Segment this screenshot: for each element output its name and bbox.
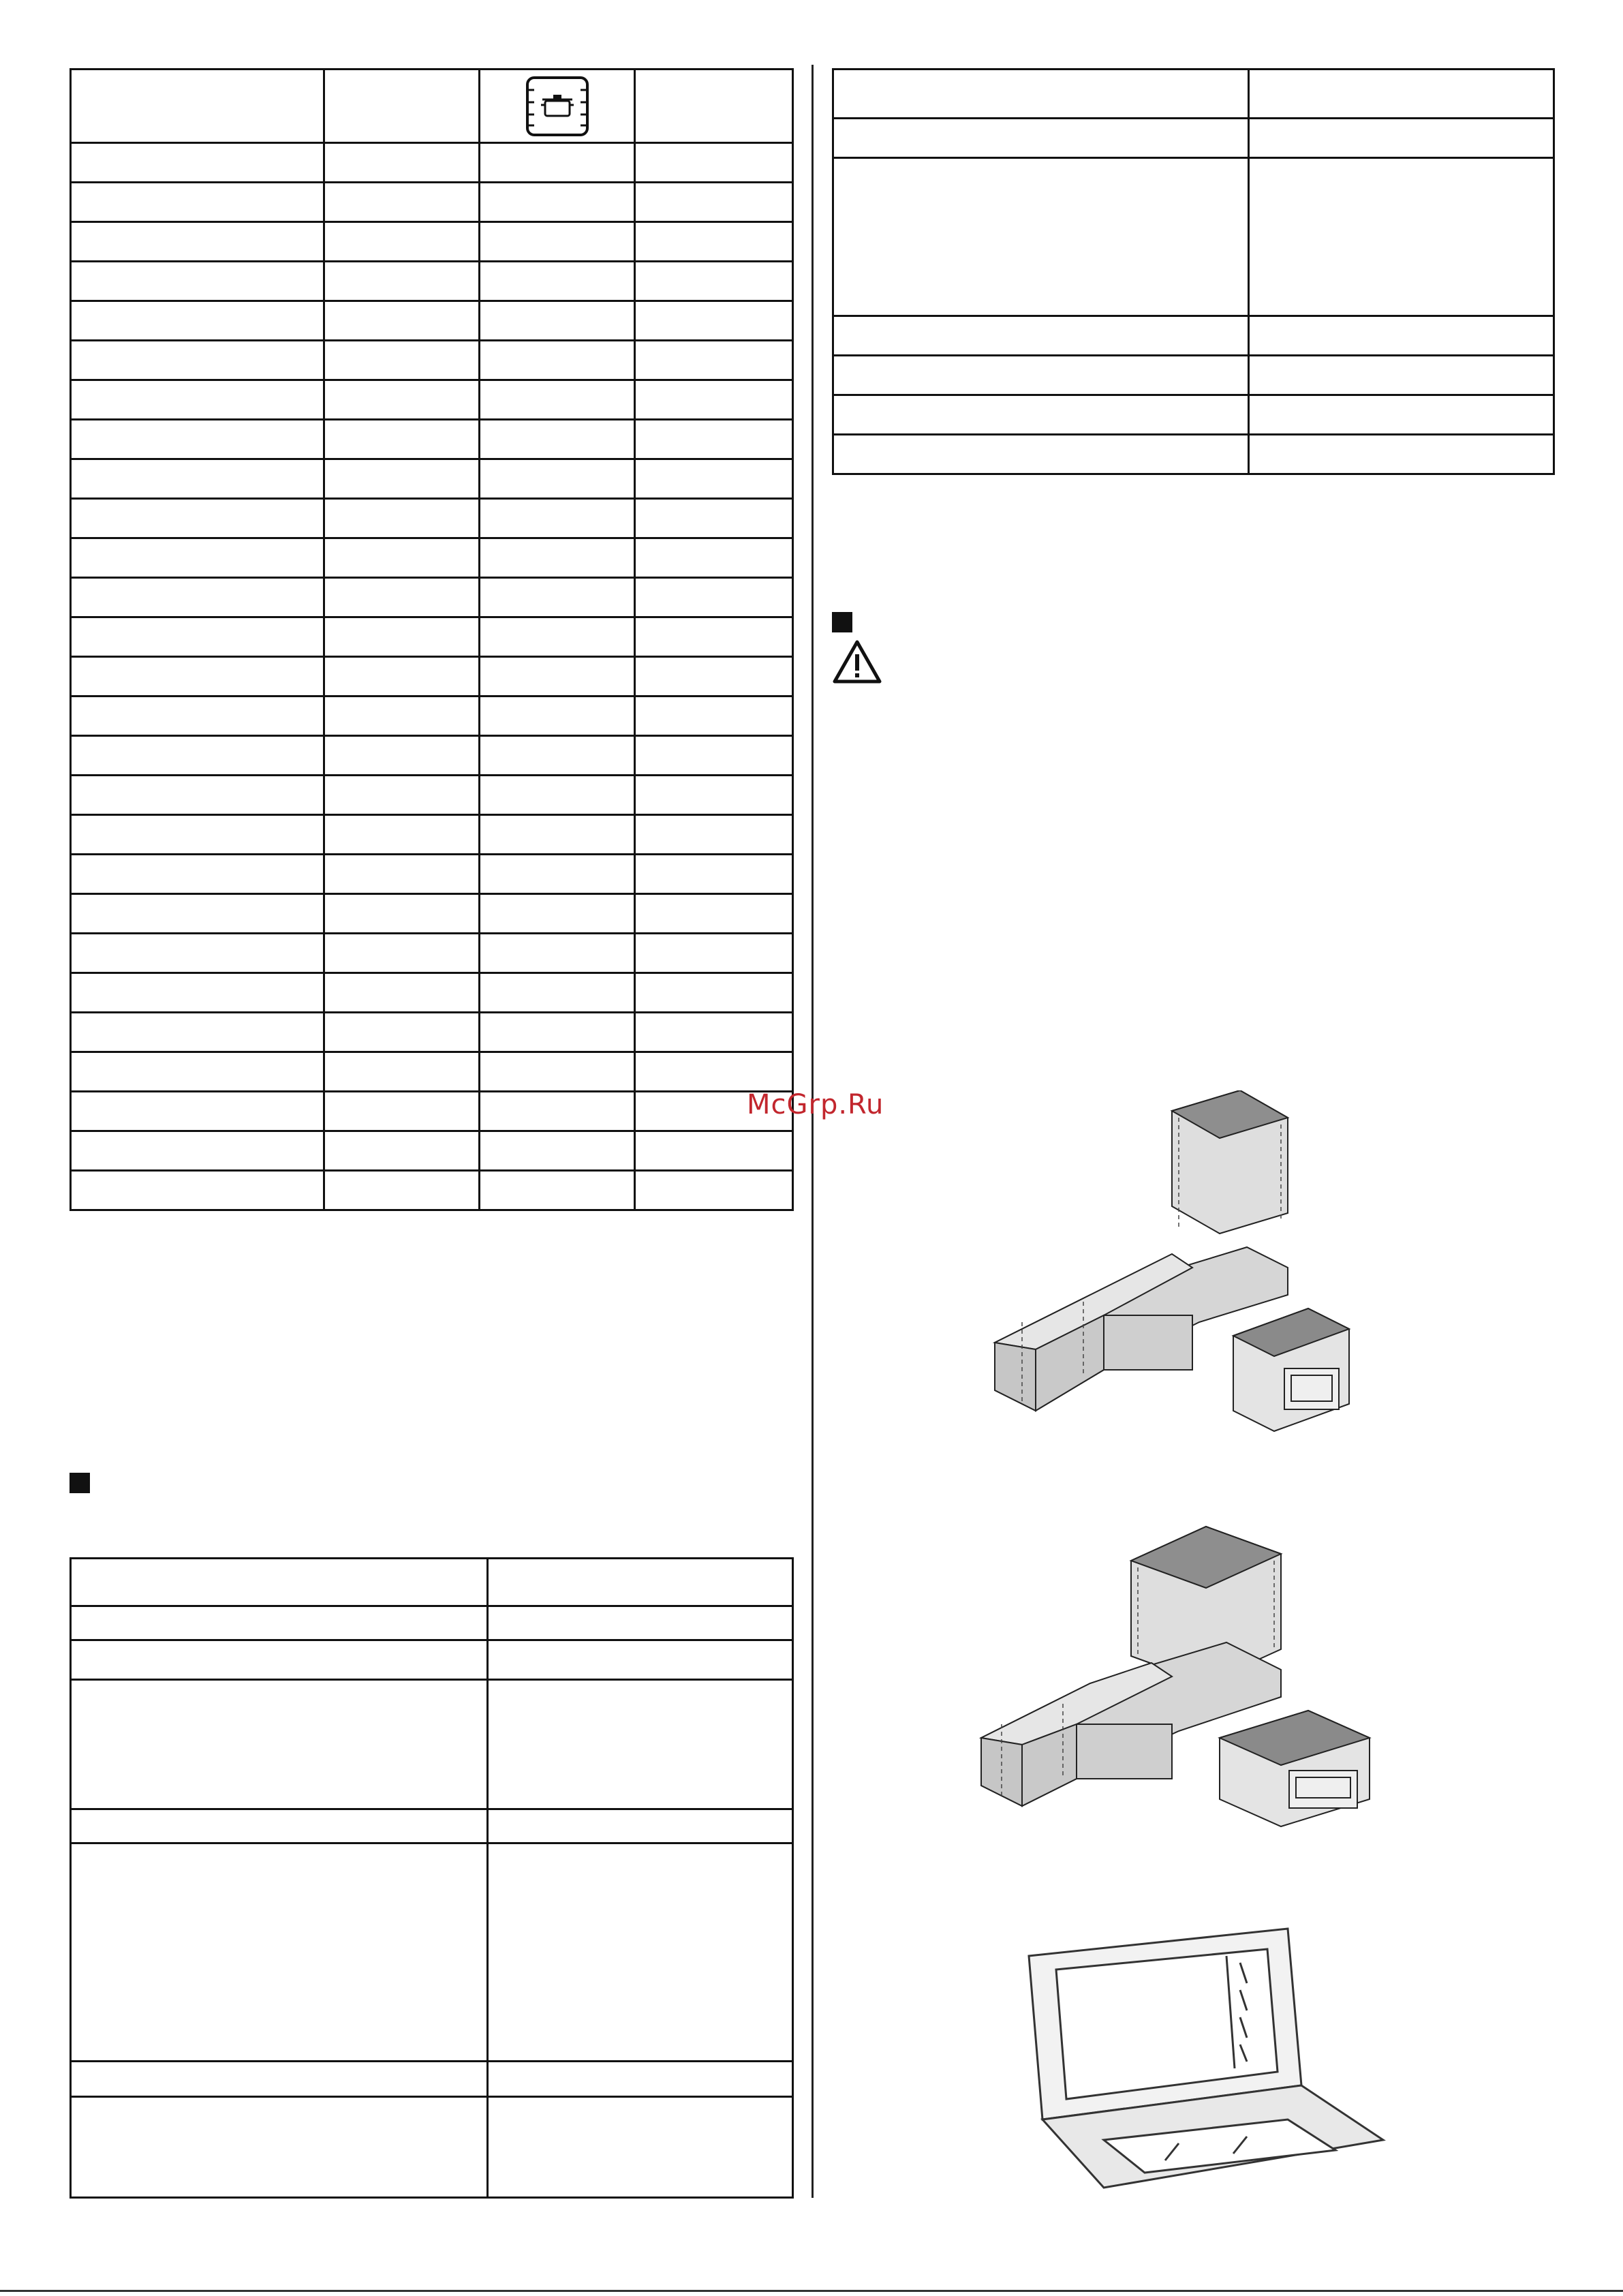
table-cell [635,341,793,380]
oven-pot-icon [525,75,590,138]
table-row [71,815,793,855]
table-row [71,380,793,420]
table-cell [480,1013,635,1052]
column-divider [812,65,814,2198]
table-cell [635,657,793,697]
table-cell [71,894,324,934]
table-cell [480,143,635,183]
table-cell [71,657,324,697]
table-cell [480,657,635,697]
table-cell [635,499,793,538]
table-cell [635,183,793,222]
table-cell [71,776,324,815]
table-cell [480,578,635,617]
table-row [71,1131,793,1171]
table-cell [71,341,324,380]
table-cell [480,1092,635,1131]
table-cell [635,934,793,973]
table-cell [324,973,480,1013]
table-cell [324,934,480,973]
table-cell [71,459,324,499]
table-cell [324,736,480,776]
cooking-table [69,68,794,1211]
header-cell [480,70,635,143]
table-row [833,158,1554,316]
table-row [71,2097,793,2198]
table-row [71,222,793,262]
table-cell [324,657,480,697]
table-cell [635,973,793,1013]
table-row [71,1680,793,1809]
table-row [71,1606,793,1640]
table-cell [324,578,480,617]
table-cell [71,1052,324,1092]
table-row [833,435,1554,474]
table-cell [480,776,635,815]
table-cell [635,1052,793,1092]
table-cell [71,183,324,222]
specifications-table-right [832,68,1555,475]
table-cell [480,341,635,380]
table-cell [480,973,635,1013]
built-in-oven-installation-diagram [981,1090,1390,1486]
table-cell [71,380,324,420]
table-cell [480,934,635,973]
table-row [71,1052,793,1092]
table-cell [324,262,480,301]
table-cell [324,499,480,538]
table-cell [635,736,793,776]
table-row [71,301,793,341]
table-cell [480,697,635,736]
table-cell [71,1013,324,1052]
table-cell [71,222,324,262]
table-cell [480,420,635,459]
table-row [833,316,1554,356]
table-cell [635,894,793,934]
built-in-compact-oven-installation-diagram [974,1506,1397,1881]
table-cell [635,855,793,894]
table-row [71,1092,793,1131]
table-cell [324,341,480,380]
table-row [71,183,793,222]
table-cell [71,499,324,538]
table-cell [635,420,793,459]
table-cell [71,855,324,894]
table-row [833,70,1554,119]
table-cell [71,973,324,1013]
table-cell [324,1013,480,1052]
table-row [71,1640,793,1680]
table-cell [480,617,635,657]
table-cell [324,420,480,459]
watermark: McGrp.Ru [747,1089,884,1120]
table-cell [71,815,324,855]
table-cell [71,262,324,301]
table-cell [635,1131,793,1171]
table-cell [480,815,635,855]
table-row [71,617,793,657]
table-cell [71,697,324,736]
table-cell [324,815,480,855]
table-row [71,697,793,736]
table-cell [480,1131,635,1171]
table-row [71,578,793,617]
table-row [833,395,1554,435]
table-cell [324,617,480,657]
table-cell [71,301,324,341]
table-cell [324,1092,480,1131]
table-cell [635,538,793,578]
table-cell [324,1052,480,1092]
oven-door-open-illustration [1015,1915,1397,2201]
table-cell [635,776,793,815]
table-row [833,119,1554,158]
table-cell [71,934,324,973]
cooking-table-header [71,70,793,143]
table-cell [480,222,635,262]
table-cell [71,1092,324,1131]
table-cell [480,459,635,499]
table-cell [324,183,480,222]
table-row [71,657,793,697]
table-cell [71,1171,324,1210]
table-cell [480,855,635,894]
table-cell [324,855,480,894]
table-cell [324,538,480,578]
table-cell [324,143,480,183]
table-row [71,2062,793,2097]
table-cell [71,617,324,657]
table-cell [480,538,635,578]
table-cell [324,222,480,262]
header-cell [635,70,793,143]
table-cell [71,578,324,617]
table-cell [71,736,324,776]
table-cell [324,697,480,736]
section-marker [832,612,852,632]
table-row [71,538,793,578]
table-row [71,934,793,973]
table-cell [324,894,480,934]
section-marker [69,1473,90,1493]
table-row [71,420,793,459]
table-cell [480,499,635,538]
table-row [71,894,793,934]
table-cell [324,459,480,499]
table-cell [71,143,324,183]
table-cell [324,776,480,815]
table-cell [480,736,635,776]
table-row [71,499,793,538]
table-cell [71,1131,324,1171]
table-cell [635,262,793,301]
table-row [71,1559,793,1606]
table-row [71,143,793,183]
table-cell [635,697,793,736]
table-cell [635,578,793,617]
table-cell [324,1171,480,1210]
table-cell [635,815,793,855]
header-cell [324,70,480,143]
table-row [71,973,793,1013]
header-cell [71,70,324,143]
table-row [71,1013,793,1052]
footer-line [0,2290,1623,2292]
table-row [71,1843,793,2062]
table-cell [635,617,793,657]
table-cell [480,301,635,341]
table-row [71,1809,793,1843]
table-row [71,855,793,894]
table-cell [324,301,480,341]
table-cell [480,1052,635,1092]
table-cell [324,380,480,420]
table-row [71,1171,793,1210]
table-cell [635,1171,793,1210]
table-cell [71,420,324,459]
table-cell [635,301,793,341]
table-cell [324,1131,480,1171]
table-cell [480,183,635,222]
table-cell [635,222,793,262]
table-row [71,459,793,499]
table-row [833,356,1554,395]
table-cell [71,538,324,578]
table-cell [635,143,793,183]
table-cell [480,894,635,934]
table-cell [635,1013,793,1052]
table-cell [635,459,793,499]
table-cell [635,380,793,420]
specifications-table-left [69,1557,794,2199]
warning-triangle-icon [833,639,882,684]
table-row [71,776,793,815]
table-cell [480,1171,635,1210]
table-row [71,341,793,380]
table-row [71,736,793,776]
table-cell [480,380,635,420]
table-row [71,262,793,301]
table-cell [480,262,635,301]
